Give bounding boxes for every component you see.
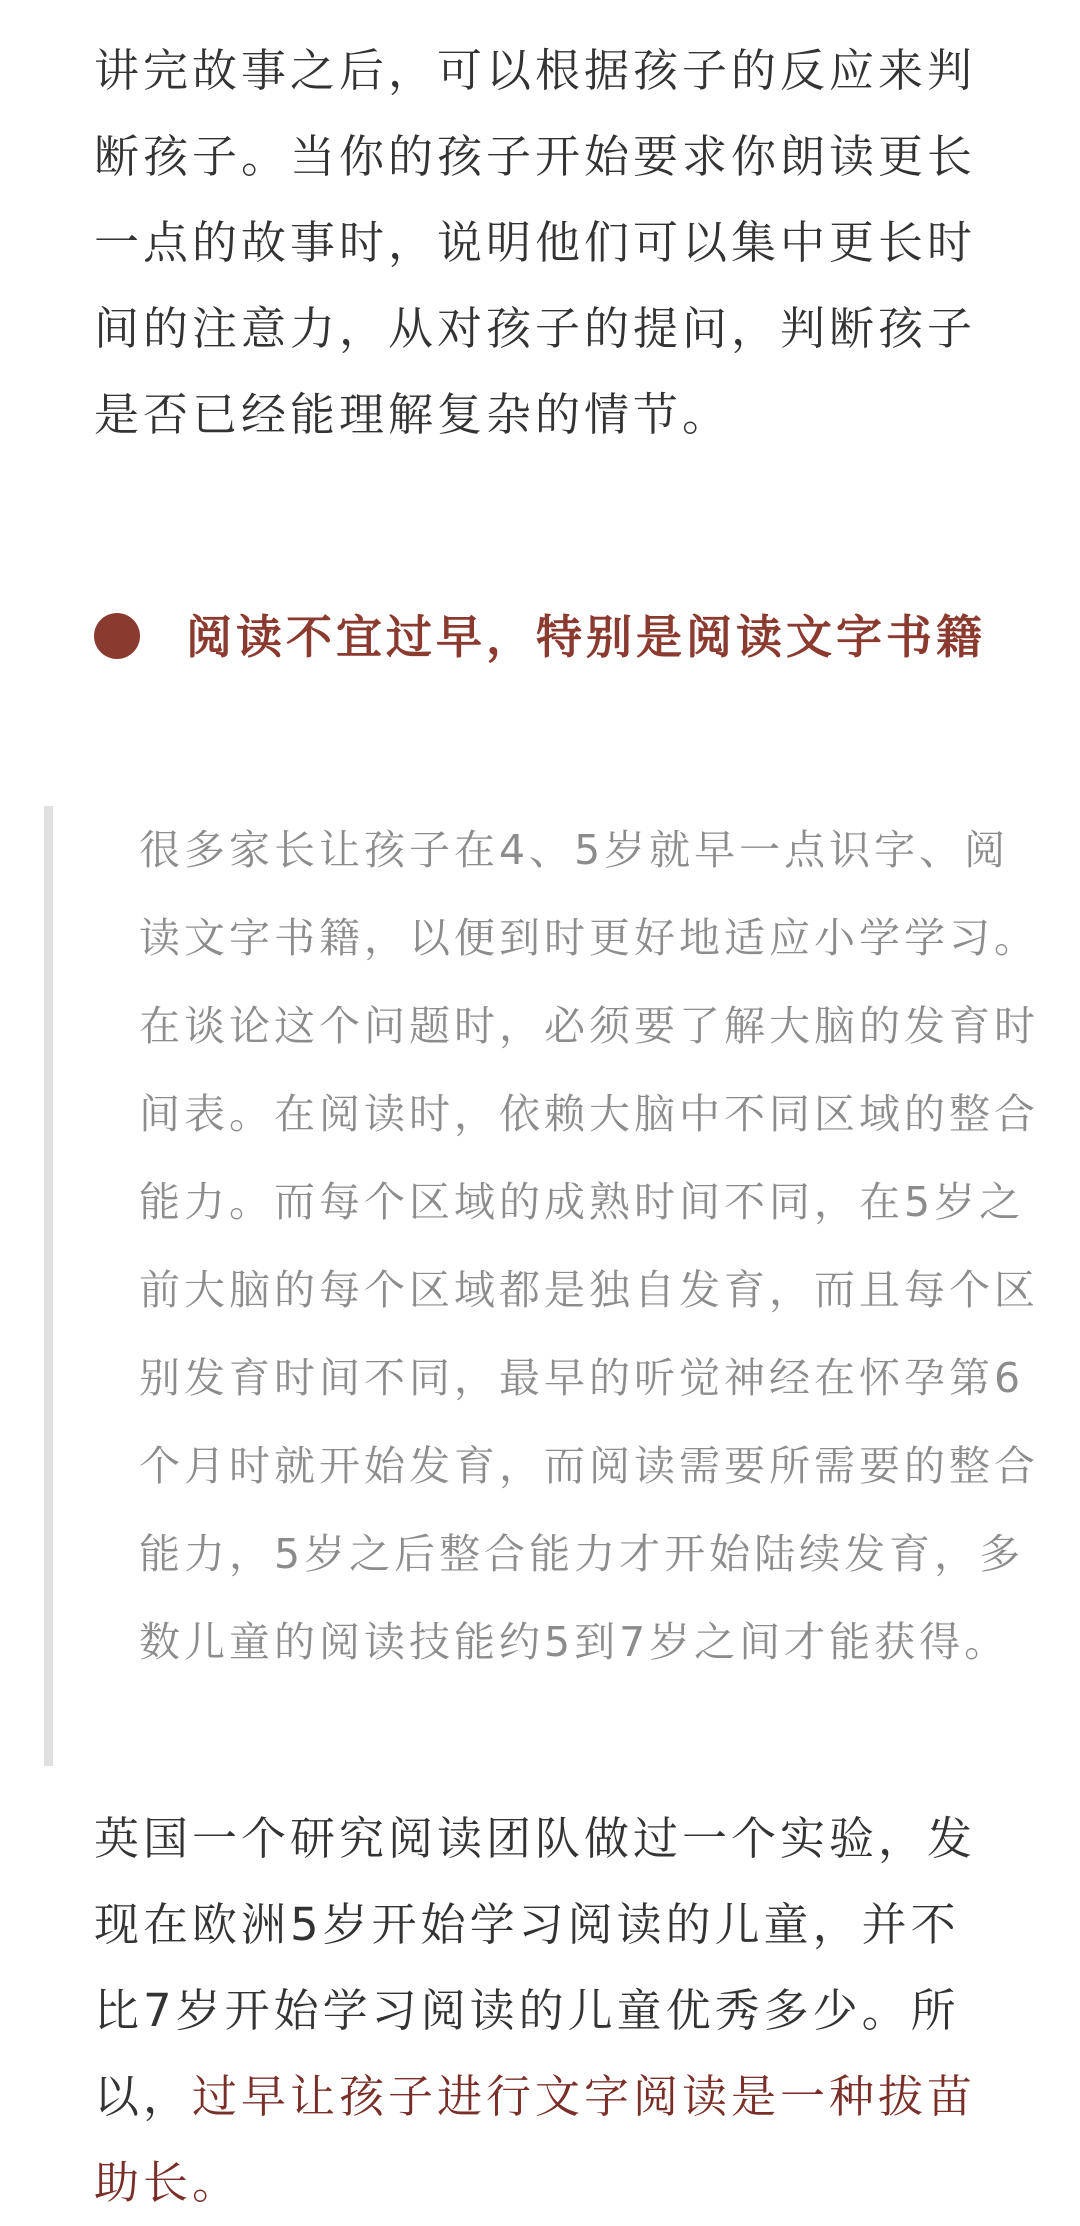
paragraph-research bbox=[94, 1796, 994, 2226]
paragraph-story-feedback: 讲完故事之后，可以根据孩子的反应来判断孩子。当你的孩子开始要求你朗读更长一点的故事时，说明他们可以集中更长时间的注意力，从对孩子的提问，判断孩子是否已经能理解复杂的情节。 bbox=[94, 44, 977, 441]
section-heading-text: 阅读不宜过早，特别是阅读文字书籍 bbox=[186, 610, 986, 664]
bullet-dot-icon bbox=[94, 613, 140, 659]
blockquote-text: 很多家长让孩子在4、5岁就早一点识字、阅读文字书籍，以便到时更好地适应小学学习。在谈论这个问题时，必须要了解大脑的发育时间表。在阅读时，依赖大脑中不同区域的整合能力。而每个区域的成熟时间不同，在5岁之前大脑的每个区域都是独自发育，而且每个区别发育时间不同，最早的听觉神经在怀孕第6个月时就开始发育，而阅读需要所需要的整合能力，5岁之后整合能力才开始陆续发育，多数儿童的阅读技能约5到7岁之间才能获得。 bbox=[139, 826, 1039, 1666]
highlighted-conclusion: 过早让孩子进行文字阅读是一种拔苗助长。 bbox=[94, 2070, 977, 2209]
paragraph-research-text: 英国一个研究阅读团队做过一个实验，发现在欧洲5岁开始学习阅读的儿童，并不比7岁开始学习阅读的儿童优秀多少。所以， bbox=[94, 1812, 977, 2123]
section-heading bbox=[94, 594, 994, 680]
blockquote bbox=[44, 806, 1039, 1766]
